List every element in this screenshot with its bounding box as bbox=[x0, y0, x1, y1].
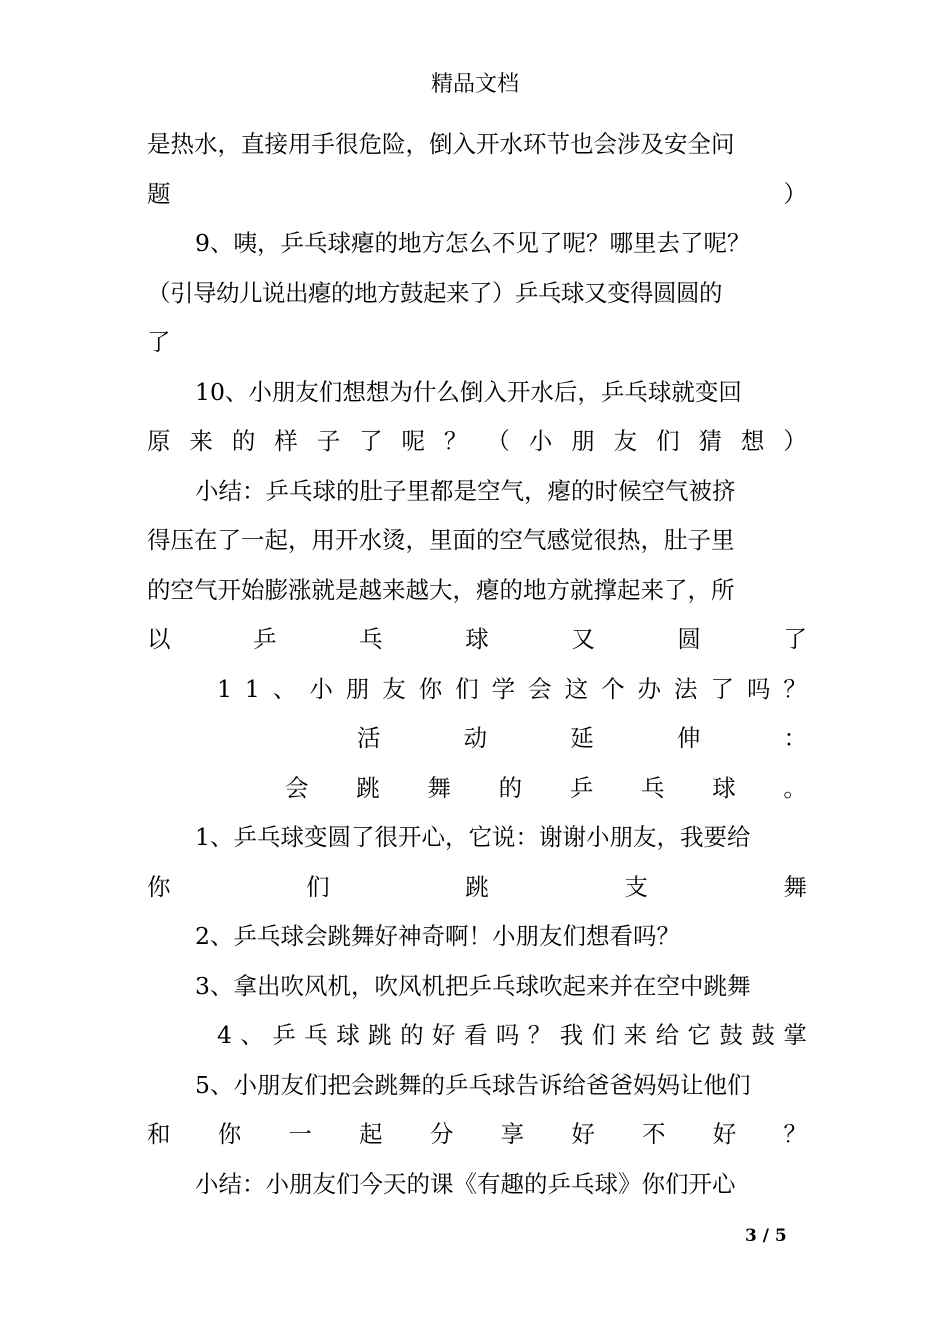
paragraph-line: 小结：乒乓球的肚子里都是空气，瘪的时候空气被挤 bbox=[195, 476, 736, 505]
text-char: 小 bbox=[309, 674, 333, 703]
text-char: 呢 bbox=[401, 427, 426, 455]
text-char: 和 bbox=[147, 1120, 171, 1148]
paragraph-line: 5、小朋友们把会跳舞的乒乓球告诉给爸爸妈妈让他们 bbox=[195, 1070, 751, 1099]
text-char: 友 bbox=[613, 427, 638, 455]
text-char: 跳 bbox=[465, 872, 489, 901]
text-char: 了 bbox=[710, 674, 734, 703]
text-char: 它 bbox=[687, 1021, 712, 1049]
text-char: 支 bbox=[624, 872, 648, 901]
document-body bbox=[147, 120, 807, 1209]
text-char: 又 bbox=[571, 625, 595, 653]
text-char: 乓 bbox=[641, 773, 665, 802]
text-char: 跳 bbox=[356, 773, 380, 802]
text-char: 4 bbox=[217, 1021, 232, 1049]
text-char: 朋 bbox=[345, 674, 370, 703]
text-char: 球 bbox=[465, 625, 489, 653]
text-char: 原 bbox=[147, 427, 171, 455]
text-char: 友 bbox=[382, 674, 406, 703]
text-char: 鼓 bbox=[719, 1021, 743, 1049]
text-char: ） bbox=[783, 427, 807, 455]
text-char: 伸 bbox=[676, 724, 701, 752]
text-char: 好 bbox=[571, 1120, 595, 1148]
text-char: 动 bbox=[463, 724, 488, 752]
text-char: 的 bbox=[498, 773, 523, 802]
paragraph-line: 3、拿出吹风机，吹风机把乒乓球吹起来并在空中跳舞 bbox=[195, 971, 751, 1000]
text-char: 你 bbox=[147, 872, 171, 901]
text-char: 吗 bbox=[495, 1021, 520, 1049]
text-char: ？ bbox=[783, 1120, 807, 1148]
text-char: ） bbox=[783, 179, 807, 208]
text-char: 的 bbox=[231, 427, 256, 455]
paragraph-line bbox=[147, 764, 807, 814]
paragraph-line: 2、乒乓球会跳舞好神奇啊！小朋友们想看吗？ bbox=[195, 922, 680, 950]
text-char: ？ bbox=[527, 1021, 552, 1049]
paragraph-line: 是热水，直接用手很危险，倒入开水环节也会涉及安全问 bbox=[147, 130, 735, 158]
text-char: 个 bbox=[601, 674, 625, 703]
text-char: 享 bbox=[500, 1120, 525, 1148]
text-char: 不 bbox=[642, 1120, 666, 1148]
text-char: 球 bbox=[712, 773, 736, 802]
paragraph-line bbox=[147, 1110, 807, 1160]
paragraph-line: 的空气开始膨涨就是越来越大，瘪的地方就撑起来了，所 bbox=[147, 575, 735, 604]
text-char: 来 bbox=[623, 1021, 648, 1049]
paragraph-line: 1、乒乓球变圆了很开心，它说：谢谢小朋友，我要给 bbox=[195, 823, 751, 851]
paragraph-line bbox=[147, 1011, 807, 1061]
text-char: ： bbox=[783, 724, 807, 752]
text-char: 给 bbox=[655, 1021, 680, 1049]
paragraph-line: 得压在了一起，用开水烫，里面的空气感觉很热，肚子里 bbox=[147, 526, 735, 554]
text-char: 、 bbox=[272, 674, 297, 703]
text-char: 样 bbox=[274, 427, 298, 455]
text-char: 舞 bbox=[783, 872, 807, 901]
text-char: 舞 bbox=[427, 773, 451, 802]
paragraph-line: 9、咦，乒乓球瘪的地方怎么不见了呢？哪里去了呢？ bbox=[195, 229, 751, 257]
text-char: 朋 bbox=[571, 427, 595, 455]
text-char: 们 bbox=[656, 427, 680, 455]
text-char: 法 bbox=[674, 674, 698, 703]
text-char: 来 bbox=[189, 427, 213, 455]
text-char: 子 bbox=[316, 427, 341, 455]
text-char: 这 bbox=[564, 674, 589, 703]
paragraph-line: （引导幼儿说出瘪的地方鼓起来了）乒乓球又变得圆圆的 bbox=[147, 278, 722, 307]
paragraph-line: 小结：小朋友们今天的课《有趣的乒乓球》你们开心 bbox=[195, 1169, 736, 1198]
text-char: 吗 bbox=[746, 674, 771, 703]
text-char: 猜 bbox=[698, 427, 722, 455]
text-char: 好 bbox=[432, 1021, 456, 1049]
text-char: 你 bbox=[418, 674, 443, 703]
text-char: 以 bbox=[147, 625, 171, 653]
text-char: （ bbox=[486, 427, 510, 455]
text-char: 想 bbox=[740, 427, 765, 455]
paragraph-line bbox=[147, 714, 807, 764]
text-char: 们 bbox=[591, 1021, 616, 1049]
paragraph-line bbox=[147, 615, 807, 665]
paragraph-line: 了 bbox=[147, 328, 171, 356]
text-char: 乒 bbox=[253, 625, 277, 653]
text-char: 起 bbox=[359, 1120, 383, 1148]
text-char: 掌 bbox=[783, 1021, 807, 1049]
page-header: 精品文档 bbox=[430, 72, 519, 97]
text-char: 办 bbox=[637, 674, 662, 703]
text-char: 。 bbox=[783, 773, 807, 802]
text-char: 乒 bbox=[569, 773, 594, 802]
text-char: 我 bbox=[559, 1021, 584, 1049]
text-char: 活 bbox=[357, 724, 381, 752]
text-char: 会 bbox=[528, 674, 552, 703]
text-char: ？ bbox=[783, 674, 807, 703]
text-char: 你 bbox=[217, 1120, 242, 1148]
text-char: 的 bbox=[400, 1021, 424, 1049]
text-char: 了 bbox=[359, 427, 383, 455]
text-char: 一 bbox=[288, 1120, 312, 1148]
text-char: 乒 bbox=[272, 1021, 296, 1049]
text-char: 看 bbox=[463, 1021, 488, 1049]
text-char: 小 bbox=[528, 427, 553, 455]
text-char: 跳 bbox=[368, 1021, 392, 1049]
page-number: 3 / 5 bbox=[745, 1226, 787, 1246]
text-char: 延 bbox=[570, 724, 594, 752]
paragraph-line bbox=[147, 417, 807, 467]
text-char: 学 bbox=[491, 674, 516, 703]
text-char: 乓 bbox=[304, 1021, 328, 1049]
text-char: 1 bbox=[217, 674, 232, 703]
text-char: 分 bbox=[429, 1120, 454, 1148]
text-char: 题 bbox=[147, 179, 171, 208]
text-char: 了 bbox=[783, 625, 807, 653]
paragraph-line bbox=[147, 170, 807, 220]
text-char: 球 bbox=[336, 1021, 360, 1049]
text-char: 圆 bbox=[677, 625, 701, 653]
text-char: 1 bbox=[244, 674, 260, 703]
text-char: 们 bbox=[306, 872, 330, 901]
text-char: 会 bbox=[285, 773, 309, 802]
text-char: 们 bbox=[455, 674, 479, 703]
text-char: 好 bbox=[712, 1120, 737, 1148]
text-char: 鼓 bbox=[751, 1021, 775, 1049]
text-char: 、 bbox=[240, 1021, 264, 1049]
paragraph-line: 10、小朋友们想想为什么倒入开水后，乒乓球就变回 bbox=[195, 377, 742, 406]
text-char: ？ bbox=[443, 427, 468, 455]
paragraph-line bbox=[147, 863, 807, 913]
paragraph-line bbox=[147, 665, 807, 715]
text-char: 乓 bbox=[359, 625, 383, 653]
